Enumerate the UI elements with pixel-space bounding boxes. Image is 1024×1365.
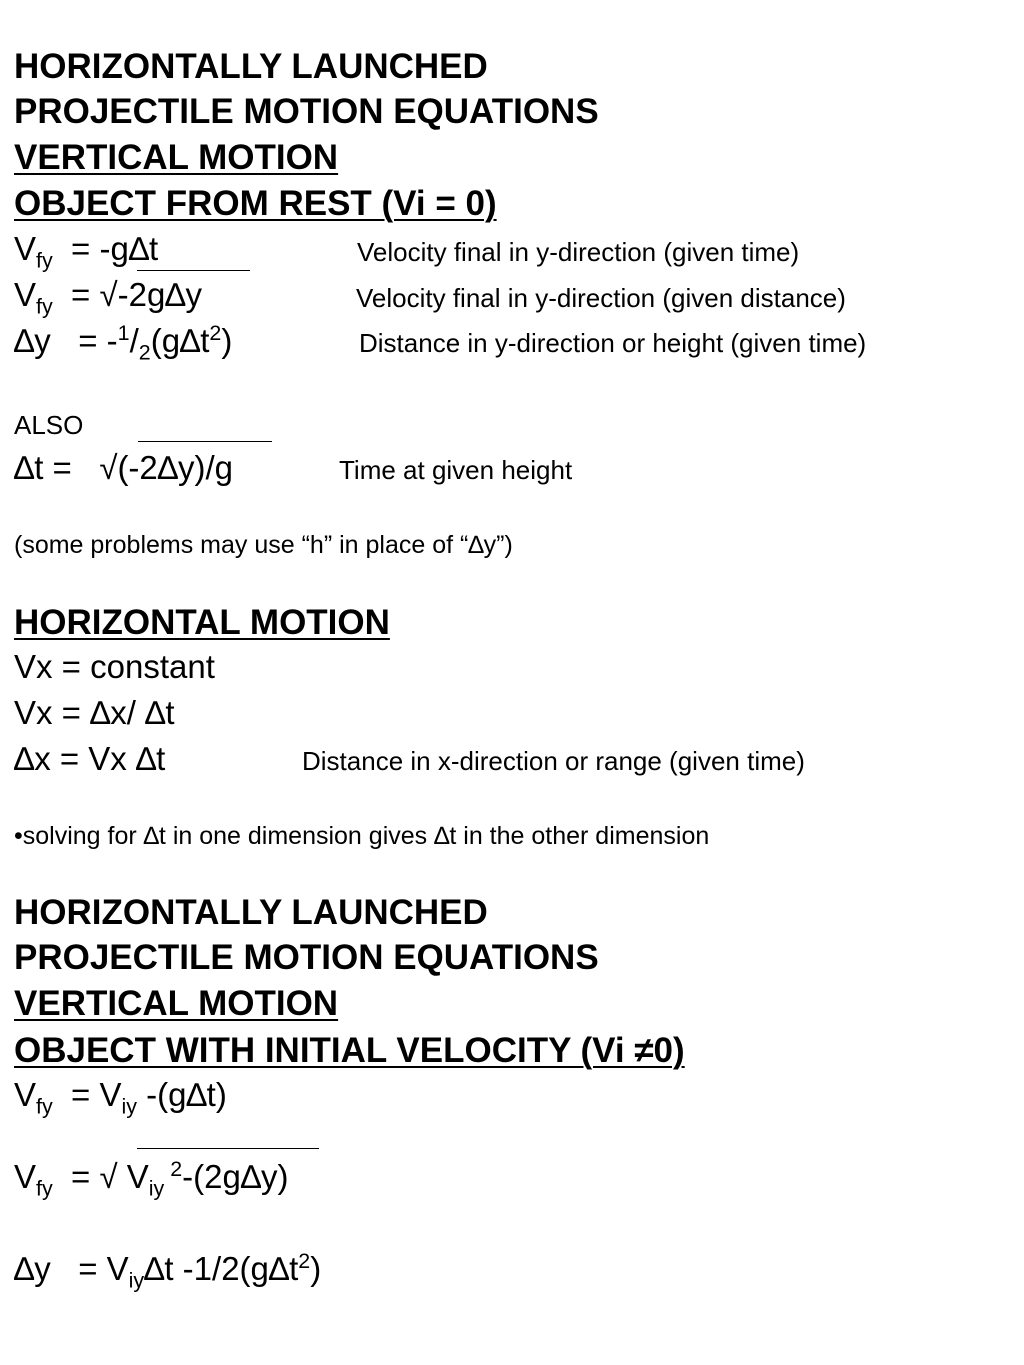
eq-rhs-sup2: 2: [209, 321, 222, 346]
equation-vfy-distance-desc: Velocity final in y-direction (given distance): [356, 283, 846, 313]
equation-dx-desc: Distance in x-direction or range (given time): [302, 746, 805, 776]
equation-dy-time: [14, 321, 233, 365]
eq-rhs: √(-2∆y)/g: [99, 449, 233, 486]
eq-lhs: ∆t =: [14, 449, 72, 486]
section2-title-line1: HORIZONTALLY LAUNCHED: [14, 893, 488, 932]
equation-vx-ratio: Vx = ∆x/ ∆t: [14, 694, 175, 731]
radical-bar: [137, 1148, 319, 1149]
eq-rhs: = √-2g∆y: [71, 276, 202, 313]
eq-lhs: V: [14, 276, 37, 313]
equation2-dy: [14, 1249, 322, 1293]
eq-rest: ∆t -1/2(g∆t: [144, 1250, 299, 1287]
eq-rhs-pre: = -: [78, 322, 118, 359]
section1-title-line1: HORIZONTALLY LAUNCHED: [14, 47, 488, 86]
equation2-vfy-distance: [14, 1157, 289, 1201]
eq-eq: = √ V: [71, 1158, 149, 1195]
eq-lhs-sub: fy: [36, 1094, 53, 1119]
radical-bar: [138, 441, 272, 442]
eq-eq: = V: [71, 1076, 122, 1113]
equation-vfy-distance: [14, 276, 202, 319]
equation-dx: ∆x = Vx ∆t: [14, 740, 166, 777]
eq-rhs: = -g∆t: [71, 230, 159, 267]
section1-title-line2: PROJECTILE MOTION EQUATIONS: [14, 92, 599, 131]
eq-rhs-post: (g∆t: [150, 322, 210, 359]
equation-vfy-time-desc: Velocity final in y-direction (given time): [357, 237, 800, 267]
eq-sub: iy: [148, 1176, 165, 1201]
equation-vfy-time: [14, 230, 159, 273]
equation-dy-time-desc: Distance in y-direction or height (given time): [359, 328, 867, 358]
eq-lhs-sub: fy: [36, 1176, 53, 1201]
eq-rhs-sub: 2: [138, 340, 151, 365]
eq-rhs-mid: /: [129, 322, 139, 359]
section2-title-line2: PROJECTILE MOTION EQUATIONS: [14, 938, 599, 977]
eq-eq: = V: [78, 1250, 129, 1287]
eq-sup: 2: [164, 1157, 183, 1182]
eq-sub: iy: [128, 1268, 145, 1293]
note-h-in-place: (some problems may use “h” in place of “∆y”): [14, 531, 513, 559]
equation-time-height: [14, 449, 233, 487]
eq-lhs: V: [14, 230, 37, 267]
eq-rest: -(2g∆y): [182, 1158, 289, 1195]
bullet-note: •solving for ∆t in one dimension gives ∆t in the other dimension: [14, 822, 710, 850]
equation-vx-constant: Vx = constant: [14, 648, 215, 685]
eq-rest: -(g∆t): [136, 1076, 227, 1113]
section1-case: OBJECT FROM REST (Vi = 0): [14, 184, 497, 223]
section2-case: OBJECT WITH INITIAL VELOCITY (Vi ≠0): [14, 1031, 685, 1070]
eq-sub: iy: [121, 1094, 137, 1119]
radical-bar: [137, 270, 250, 271]
equation2-vfy-time: [14, 1076, 227, 1119]
eq-rhs-sup: 1: [117, 321, 130, 346]
eq-lhs-sub: fy: [36, 294, 53, 319]
eq-sup: 2: [298, 1249, 311, 1274]
section2-subtitle: VERTICAL MOTION: [14, 984, 339, 1023]
equation-time-height-desc: Time at given height: [339, 455, 573, 485]
horizontal-title: HORIZONTAL MOTION: [14, 603, 390, 642]
eq-lhs: ∆y: [14, 322, 51, 359]
section1-subtitle: VERTICAL MOTION: [14, 138, 339, 177]
eq-lhs: ∆y: [14, 1250, 51, 1287]
also-label: ALSO: [14, 410, 84, 440]
eq-end: ): [310, 1250, 322, 1287]
eq-rhs-end: ): [221, 322, 233, 359]
eq-lhs: V: [14, 1158, 37, 1195]
eq-lhs-sub: fy: [36, 248, 53, 273]
eq-lhs: V: [14, 1076, 37, 1113]
